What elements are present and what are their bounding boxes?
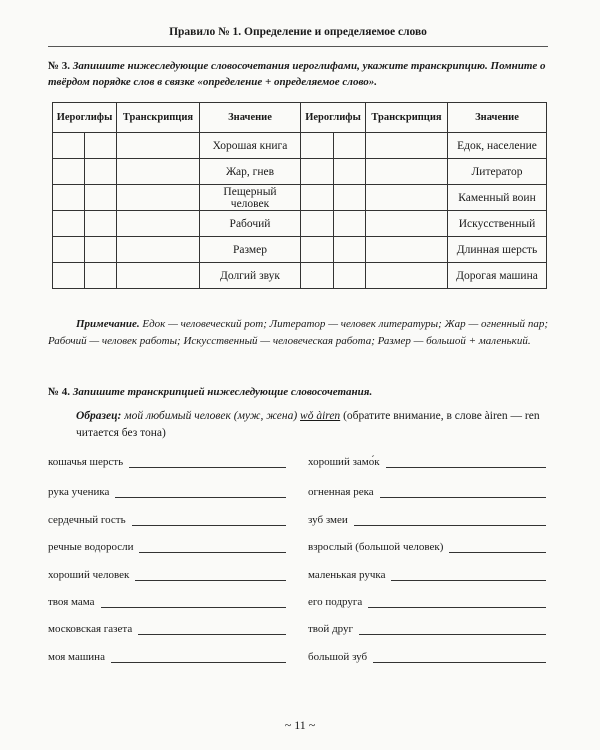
column-header: Значение xyxy=(448,103,547,133)
answer-line[interactable] xyxy=(359,623,546,635)
hieroglyph-cell[interactable] xyxy=(301,133,366,159)
column-header: Иероглифы xyxy=(53,103,117,133)
table-row xyxy=(53,263,547,289)
exercise-item xyxy=(308,569,546,581)
answer-line[interactable] xyxy=(391,569,546,581)
page-number: ~ 11 ~ xyxy=(284,718,316,732)
hieroglyph-cell[interactable] xyxy=(53,159,117,185)
exercise-item xyxy=(48,486,286,498)
column-header: Транскрипция xyxy=(117,103,200,133)
answer-line[interactable] xyxy=(380,486,546,498)
answer-line[interactable] xyxy=(373,651,546,663)
meaning-cell: Долгий звук xyxy=(200,263,301,289)
hieroglyph-cell[interactable] xyxy=(301,159,366,185)
meaning-cell: Едок, население xyxy=(448,133,547,159)
answer-line[interactable] xyxy=(135,569,286,581)
meaning-cell: Размер xyxy=(200,237,301,263)
transcription-cell[interactable] xyxy=(366,237,448,263)
meaning-cell: Хорошая книга xyxy=(200,133,301,159)
exercise-phrase: взрослый (большой человек) xyxy=(308,541,444,553)
task-4-instruction xyxy=(48,384,548,400)
answer-line[interactable] xyxy=(115,486,286,498)
meaning-cell: Длинная шерсть xyxy=(448,237,547,263)
sample-comment: (обратите внимание, в слове àiren — ren читается без тона) xyxy=(76,410,540,439)
table-header-row xyxy=(53,103,547,133)
exercise-item xyxy=(48,569,286,581)
table-row xyxy=(53,133,547,159)
hieroglyph-cell[interactable] xyxy=(301,211,366,237)
note-label: Примечание. xyxy=(76,318,140,330)
transcription-cell[interactable] xyxy=(366,263,448,289)
answer-line[interactable] xyxy=(101,596,286,608)
exercise-phrase: зуб змеи xyxy=(308,514,348,526)
answer-line[interactable] xyxy=(132,514,286,526)
exercise-phrase: его подруга xyxy=(308,596,363,608)
task-4-text: Запишите транскрипцией нижеследующие словосочетания. xyxy=(72,386,373,398)
note-paragraph xyxy=(48,316,548,349)
sample-pinyin: wǒ àiren xyxy=(300,410,341,422)
column-header: Значение xyxy=(200,103,301,133)
hieroglyph-cell[interactable] xyxy=(53,211,117,237)
answer-line[interactable] xyxy=(129,456,286,468)
transcription-cell[interactable] xyxy=(117,237,200,263)
exercise-phrase: хороший замо́к xyxy=(308,456,380,468)
exercise-item xyxy=(48,514,286,526)
exercise-item xyxy=(308,514,546,526)
exercise-phrase: речные водоросли xyxy=(48,541,134,553)
hieroglyph-cell[interactable] xyxy=(301,263,366,289)
exercise-item xyxy=(308,651,546,663)
task-4-number: № 4. xyxy=(48,386,71,398)
answer-line[interactable] xyxy=(449,541,546,553)
transcription-cell[interactable] xyxy=(117,263,200,289)
meaning-cell: Жар, гнев xyxy=(200,159,301,185)
exercise-item xyxy=(48,541,286,553)
exercise-phrase: сердечный гость xyxy=(48,514,126,526)
exercise-item xyxy=(48,651,286,663)
exercise-item xyxy=(48,623,286,635)
meaning-cell: Литератор xyxy=(448,159,547,185)
exercise-phrase: московская газета xyxy=(48,623,133,635)
exercise-item xyxy=(308,623,546,635)
meaning-cell: Дорогая машина xyxy=(448,263,547,289)
exercise-item xyxy=(308,596,546,608)
answer-line[interactable] xyxy=(368,596,546,608)
answer-line[interactable] xyxy=(138,623,286,635)
exercise-item xyxy=(48,596,286,608)
header-divider xyxy=(48,46,548,47)
hieroglyph-cell[interactable] xyxy=(53,263,117,289)
exercise-item xyxy=(308,541,546,553)
task-3-text: Запишите нижеследующие словосочетания иероглифами, укажите транскрипцию. Помните о твёрдом порядке слов в связке «определение + определяемое слово». xyxy=(48,60,546,88)
transcription-cell[interactable] xyxy=(366,185,448,211)
exercise-phrase: большой зуб xyxy=(308,651,368,663)
table-row xyxy=(53,237,547,263)
table-row xyxy=(53,185,547,211)
hieroglyph-cell[interactable] xyxy=(53,185,117,211)
table-row xyxy=(53,159,547,185)
hieroglyph-cell[interactable] xyxy=(53,237,117,263)
exercise-phrase: хороший человек xyxy=(48,569,130,581)
answer-line[interactable] xyxy=(386,456,546,468)
exercise-phrase: рука ученика xyxy=(48,486,110,498)
hieroglyph-cell[interactable] xyxy=(301,185,366,211)
answer-line[interactable] xyxy=(139,541,286,553)
transcription-cell[interactable] xyxy=(366,211,448,237)
page-header: Правило № 1. Определение и определяемое слово xyxy=(169,26,427,38)
exercise-phrase: маленькая ручка xyxy=(308,569,386,581)
exercise-item xyxy=(308,456,546,468)
table-row xyxy=(53,211,547,237)
sample-phrase: мой любимый человек (муж, жена) xyxy=(124,410,298,422)
answer-line[interactable] xyxy=(111,651,286,663)
task-3-number: № 3. xyxy=(48,60,71,72)
column-header: Иероглифы xyxy=(301,103,366,133)
hieroglyph-cell[interactable] xyxy=(301,237,366,263)
task-3-table xyxy=(52,102,547,289)
sample-label: Образец: xyxy=(76,410,122,422)
transcription-cell[interactable] xyxy=(117,211,200,237)
transcription-cell[interactable] xyxy=(117,185,200,211)
note-text: Едок — человеческий рот; Литератор — человек литературы; Жар — огненный пар; Рабочий — человек работы; Искусственный — человеческая работа; Размер — большой + маленький. xyxy=(48,318,548,347)
transcription-cell[interactable] xyxy=(366,159,448,185)
meaning-cell: Каменный воин xyxy=(448,185,547,211)
exercise-phrase: кошачья шерсть xyxy=(48,456,124,468)
hieroglyph-cell[interactable] xyxy=(53,133,117,159)
meaning-cell: Рабочий xyxy=(200,211,301,237)
meaning-cell: Искусственный xyxy=(448,211,547,237)
answer-line[interactable] xyxy=(354,514,546,526)
transcription-cell[interactable] xyxy=(117,159,200,185)
exercise-item xyxy=(48,456,286,468)
exercise-phrase: моя машина xyxy=(48,651,105,663)
column-header: Транскрипция xyxy=(366,103,448,133)
transcription-cell[interactable] xyxy=(117,133,200,159)
transcription-cell[interactable] xyxy=(366,133,448,159)
exercise-phrase: огненная река xyxy=(308,486,374,498)
exercise-item xyxy=(308,486,546,498)
exercise-phrase: твоя мама xyxy=(48,596,95,608)
meaning-cell: Пещерный человек xyxy=(200,185,301,211)
exercise-phrase: твой друг xyxy=(308,623,354,635)
sample-example xyxy=(76,408,546,442)
task-3-instruction xyxy=(48,58,548,90)
